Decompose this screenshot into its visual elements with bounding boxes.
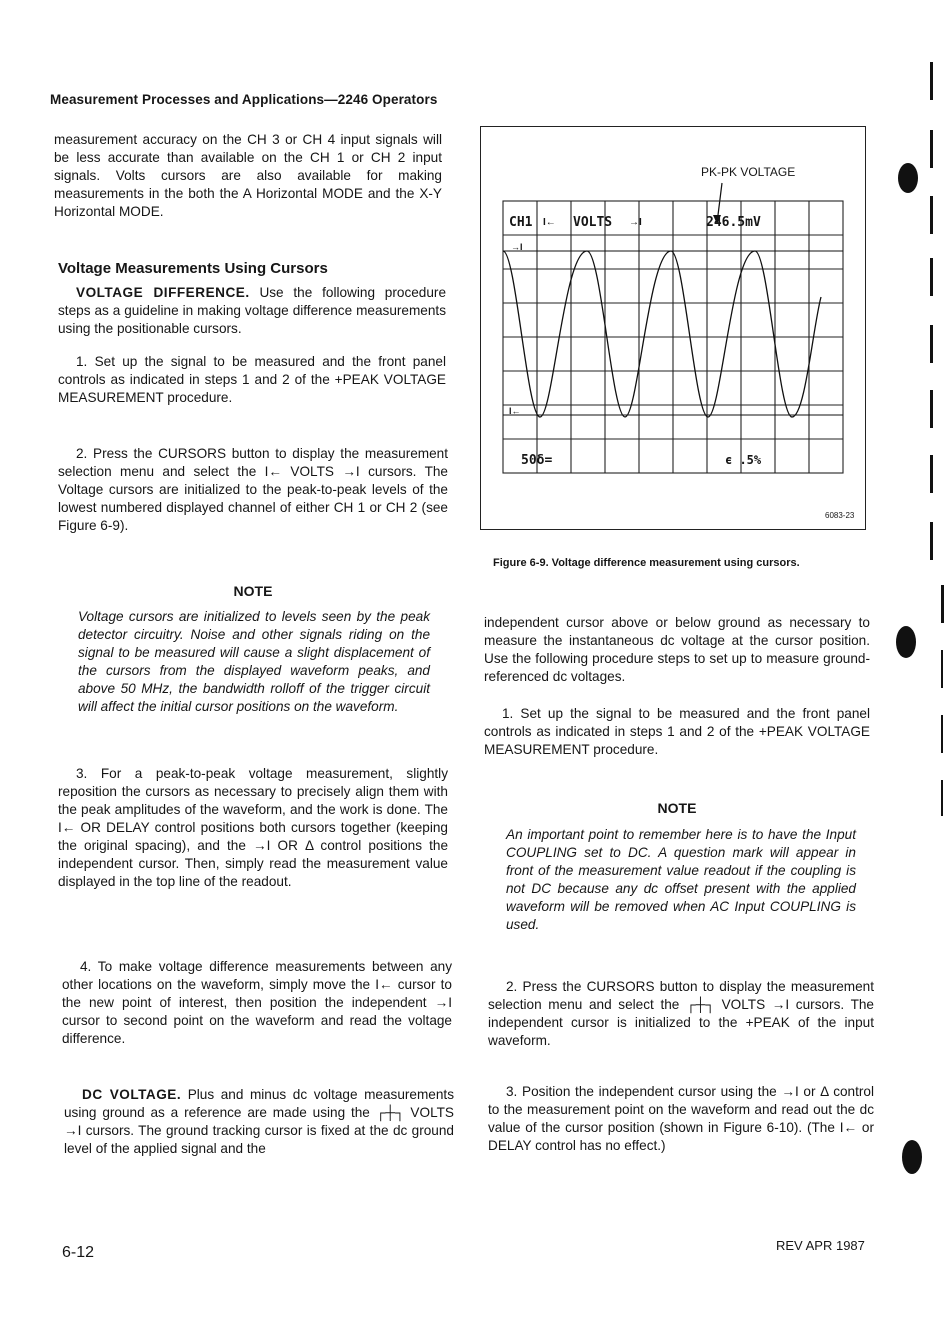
edge-mark: [941, 585, 944, 623]
right-note-text: An important point to remember here is to have the Input COUPLING set to DC. A question mark will appear in front of the measurement value readout if the coupling is not DC because any dc offset present with the applied waveform will be removed when AC Input COUPLING is used.: [506, 827, 856, 932]
left-step-4: 4. To make voltage difference measurements between any other locations on the waveform, simply move the I← cursor to the new point of interest, then position the independent →I cursor to second point on the waveform and read the voltage difference.: [62, 959, 452, 1046]
right-note-title: NOTE: [657, 800, 697, 816]
edge-mark: [941, 780, 943, 816]
right-step-3: 3. Position the independent cursor using the →I or Δ control to the measurement point on the waveform and read out the dc value of the cursor position (shown in Figure 6-10). (The I← or DELAY control has no effect.): [488, 1084, 874, 1153]
edge-mark: [930, 130, 933, 168]
dc-voltage-text: Plus and minus dc voltage measurements using ground as a reference are made using the ┌┼┐ VOLTS →I cursors. The ground tracking cursor is fixed at the dc ground level of the applied signal and the: [64, 1087, 454, 1156]
page-number: 6-12: [62, 1244, 95, 1261]
revision-date: REV APR 1987: [776, 1238, 865, 1253]
readout-marker-left: I←: [543, 217, 556, 228]
pk-pk-annotation: PK-PK VOLTAGE: [701, 165, 796, 179]
edge-mark: [941, 715, 943, 753]
intro-paragraph: measurement accuracy on the CH 3 or CH 4 input signals will be less accurate than available on the CH 1 or CH 2 input signals. Volts cursors are also available for making measurements in the both the A Horizontal MODE and the X-Y Horizontal MODE.: [54, 132, 442, 219]
readout-value: 246.5mV: [706, 215, 761, 230]
readout-channel: CH1: [509, 215, 533, 230]
right-step-2: 2. Press the CURSORS button to display the measurement selection menu and select the ┌┼┐ VOLTS →I cursors. The independent cursor is initialized to the +PEAK of the input waveform.: [488, 979, 874, 1048]
left-note-text: Voltage cursors are initialized to levels seen by the peak detector circuitry. Noise and other signals riding on the signal to be measured will cause a slight displacement of the cursors from the displayed waveform peaks, and above 50 MHz, the bandwidth rolloff of the trigger circuit will affect the initial cursor positions on the waveform.: [78, 609, 430, 714]
right-step-1: 1. Set up the signal to be measured and the front panel controls as indicated in steps 1 and 2 of the +PEAK VOLTAGE MEASUREMENT procedure.: [484, 706, 870, 757]
graticule: [503, 201, 843, 473]
dc-voltage-lead: DC VOLTAGE.: [82, 1087, 182, 1102]
punch-hole: [898, 163, 918, 193]
voltage-difference-lead: VOLTAGE DIFFERENCE.: [76, 285, 250, 300]
page-header: Measurement Processes and Applications—2246 Operators: [50, 92, 438, 107]
readout-volts: VOLTS: [573, 215, 613, 230]
cursor-bottom-marker: I←: [509, 406, 521, 416]
edge-mark: [930, 62, 933, 100]
readout-marker-right: →I: [629, 217, 642, 228]
figure-id: 6083-23: [825, 511, 855, 520]
readout-timebase: 50δ=: [521, 453, 553, 468]
voltage-difference-text: Use the following procedure steps as a guideline in making voltage difference measurements using the positionable cursors.: [58, 285, 447, 336]
cursor-top-marker: →I: [511, 242, 523, 252]
edge-mark: [930, 258, 933, 296]
edge-mark: [930, 390, 933, 428]
section-heading: Voltage Measurements Using Cursors: [58, 260, 328, 277]
readout-trigger: ϵ .5%: [725, 453, 762, 467]
dc-voltage-paragraph: [64, 1086, 454, 1158]
figure-6-9: [480, 126, 866, 530]
edge-mark: [941, 650, 943, 688]
left-step-3: 3. For a peak-to-peak voltage measurement, slightly reposition the cursors as necessary to precisely align them with the peak amplitudes of the waveform, and the work is done. The I← OR DELAY control positions both cursors together (keeping the original spacing), and the →I OR Δ control positions the independent cursor. Then, simply read the measurement value displayed in the top line of the readout.: [58, 766, 448, 889]
figure-caption: Figure 6-9. Voltage difference measurement using cursors.: [493, 557, 800, 569]
edge-mark: [930, 196, 933, 234]
edge-mark: [930, 325, 933, 363]
edge-mark: [930, 522, 933, 560]
edge-mark: [930, 455, 933, 493]
voltage-difference-paragraph: [58, 284, 446, 338]
right-continuation: independent cursor above or below ground as necessary to measure the instantaneous dc voltage at the cursor position. Use the following procedure steps to set up to measure ground-referenced dc voltages.: [484, 615, 870, 684]
left-step-2: 2. Press the CURSORS button to display the measurement selection menu and select the I← VOLTS →I cursors. The Voltage cursors are initialized to the peak-to-peak levels of the lowest numbered displayed channel of either CH 1 or CH 2 (see Figure 6-9).: [58, 446, 448, 533]
left-step-1: 1. Set up the signal to be measured and the front panel controls as indicated in steps 1 and 2 of the +PEAK VOLTAGE MEASUREMENT procedure.: [58, 354, 446, 405]
punch-hole: [902, 1140, 922, 1174]
sine-waveform: [503, 251, 821, 417]
punch-hole: [896, 626, 916, 658]
left-note-title: NOTE: [233, 583, 273, 599]
